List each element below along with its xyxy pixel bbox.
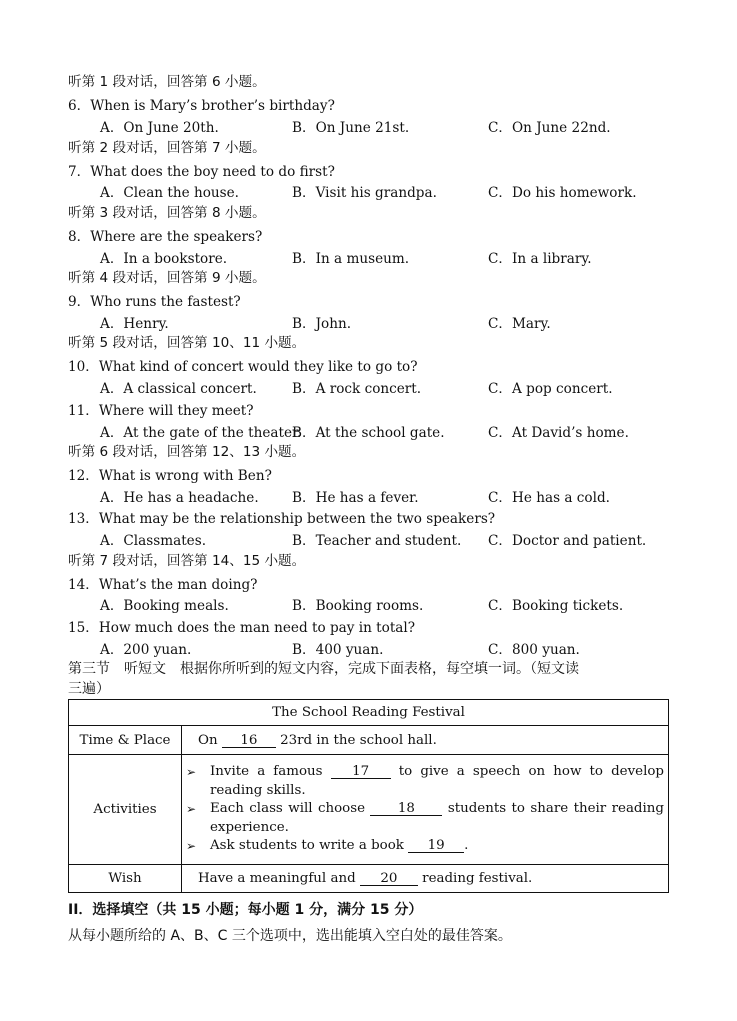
option-b: B．On June 21st. — [292, 120, 410, 136]
festival-table — [68, 699, 669, 893]
option-b: B．In a museum. — [292, 251, 410, 267]
option-a: A．A classical concert. — [100, 381, 257, 397]
question-7: 7．What does the boy need to do first? — [68, 164, 335, 180]
option-a: A．In a bookstore. — [100, 251, 228, 267]
question-10: 10．What kind of concert would they like to go to? — [68, 359, 418, 375]
section-intro: 听第 5 段对话，回答第 10、11 小题。 — [68, 335, 306, 351]
option-b: B．400 yuan. — [292, 642, 384, 658]
time-place-label: Time & Place — [69, 726, 182, 755]
option-c: C．Doctor and patient. — [488, 533, 647, 549]
wish-label: Wish — [69, 865, 182, 893]
option-a: A．Henry. — [100, 316, 169, 332]
section-intro: 听第 1 段对话，回答第 6 小题。 — [68, 74, 266, 90]
option-c: C．Booking tickets. — [488, 598, 624, 614]
option-c: C．800 yuan. — [488, 642, 580, 658]
part3-heading-cont: 三遍） — [68, 681, 110, 697]
question-13: 13．What may be the relationship between the two speakers? — [68, 511, 496, 527]
part2-instruction: 从每小题所给的 A、B、C 三个选项中，选出能填入空白处的最佳答案。 — [68, 928, 512, 944]
section-intro: 听第 4 段对话，回答第 9 小题。 — [68, 270, 266, 286]
question-14: 14．What’s the man doing? — [68, 577, 258, 593]
part2-heading: II．选择填空（共 15 小题；每小题 1 分，满分 15 分） — [68, 902, 423, 918]
time-place-cell: On 16 23rd in the school hall. — [182, 726, 669, 755]
activities-cell — [182, 755, 669, 865]
blank-18[interactable]: 18 — [370, 802, 442, 816]
wish-cell: Have a meaningful and 20 reading festival. — [182, 865, 669, 893]
question-11: 11．Where will they meet? — [68, 403, 254, 419]
arrow-bullet-icon: ➢ — [186, 839, 197, 854]
option-b: B．Teacher and student. — [292, 533, 462, 549]
activity-item: ➢ Invite a famous 17 to give a speech on how to develop reading skills. — [186, 764, 664, 798]
blank-17[interactable]: 17 — [331, 765, 391, 779]
option-b: B．Booking rooms. — [292, 598, 424, 614]
option-b: B．John. — [292, 316, 352, 332]
option-c: C．On June 22nd. — [488, 120, 611, 136]
option-a: A．Clean the house. — [100, 185, 240, 201]
option-b: B．He has a fever. — [292, 490, 419, 506]
option-c: C．Do his homework. — [488, 185, 637, 201]
option-a: A．Classmates. — [100, 533, 207, 549]
blank-20[interactable]: 20 — [360, 872, 418, 886]
section-intro: 听第 7 段对话，回答第 14、15 小题。 — [68, 553, 306, 569]
option-a: A．On June 20th. — [100, 120, 219, 136]
part3-heading: 第三节 听短文 根据你所听到的短文内容，完成下面表格，每空填一词。（短文读 — [68, 661, 579, 677]
option-c: C．At David’s home. — [488, 425, 629, 441]
option-a: A．Booking meals. — [100, 598, 229, 614]
activity-item: ➢ Each class will choose 18 students to share their reading experience. — [186, 801, 664, 835]
question-12: 12．What is wrong with Ben? — [68, 468, 272, 484]
question-9: 9．Who runs the fastest? — [68, 294, 241, 310]
activities-label: Activities — [69, 755, 182, 865]
question-6: 6．When is Mary’s brother’s birthday? — [68, 98, 335, 114]
section-intro: 听第 2 段对话，回答第 7 小题。 — [68, 140, 266, 156]
arrow-bullet-icon: ➢ — [186, 765, 197, 780]
option-c: C．He has a cold. — [488, 490, 610, 506]
option-a: A．He has a headache. — [100, 490, 259, 506]
activity-item: ➢ Ask students to write a book 19 . — [210, 837, 664, 856]
section-intro: 听第 6 段对话，回答第 12、13 小题。 — [68, 444, 306, 460]
option-b: B．At the school gate. — [292, 425, 445, 441]
table-title: The School Reading Festival — [69, 700, 669, 726]
option-c: C．Mary. — [488, 316, 551, 332]
arrow-bullet-icon: ➢ — [186, 802, 197, 817]
option-a: A．200 yuan. — [100, 642, 192, 658]
option-c: C．In a library. — [488, 251, 592, 267]
section-intro: 听第 3 段对话，回答第 8 小题。 — [68, 205, 266, 221]
option-c: C．A pop concert. — [488, 381, 613, 397]
question-8: 8．Where are the speakers? — [68, 229, 263, 245]
option-b: B．Visit his grandpa. — [292, 185, 437, 201]
blank-16[interactable]: 16 — [222, 734, 276, 748]
blank-19[interactable]: 19 — [408, 839, 464, 853]
option-a: A．At the gate of the theater. — [100, 425, 302, 441]
option-b: B．A rock concert. — [292, 381, 422, 397]
question-15: 15．How much does the man need to pay in total? — [68, 620, 416, 636]
